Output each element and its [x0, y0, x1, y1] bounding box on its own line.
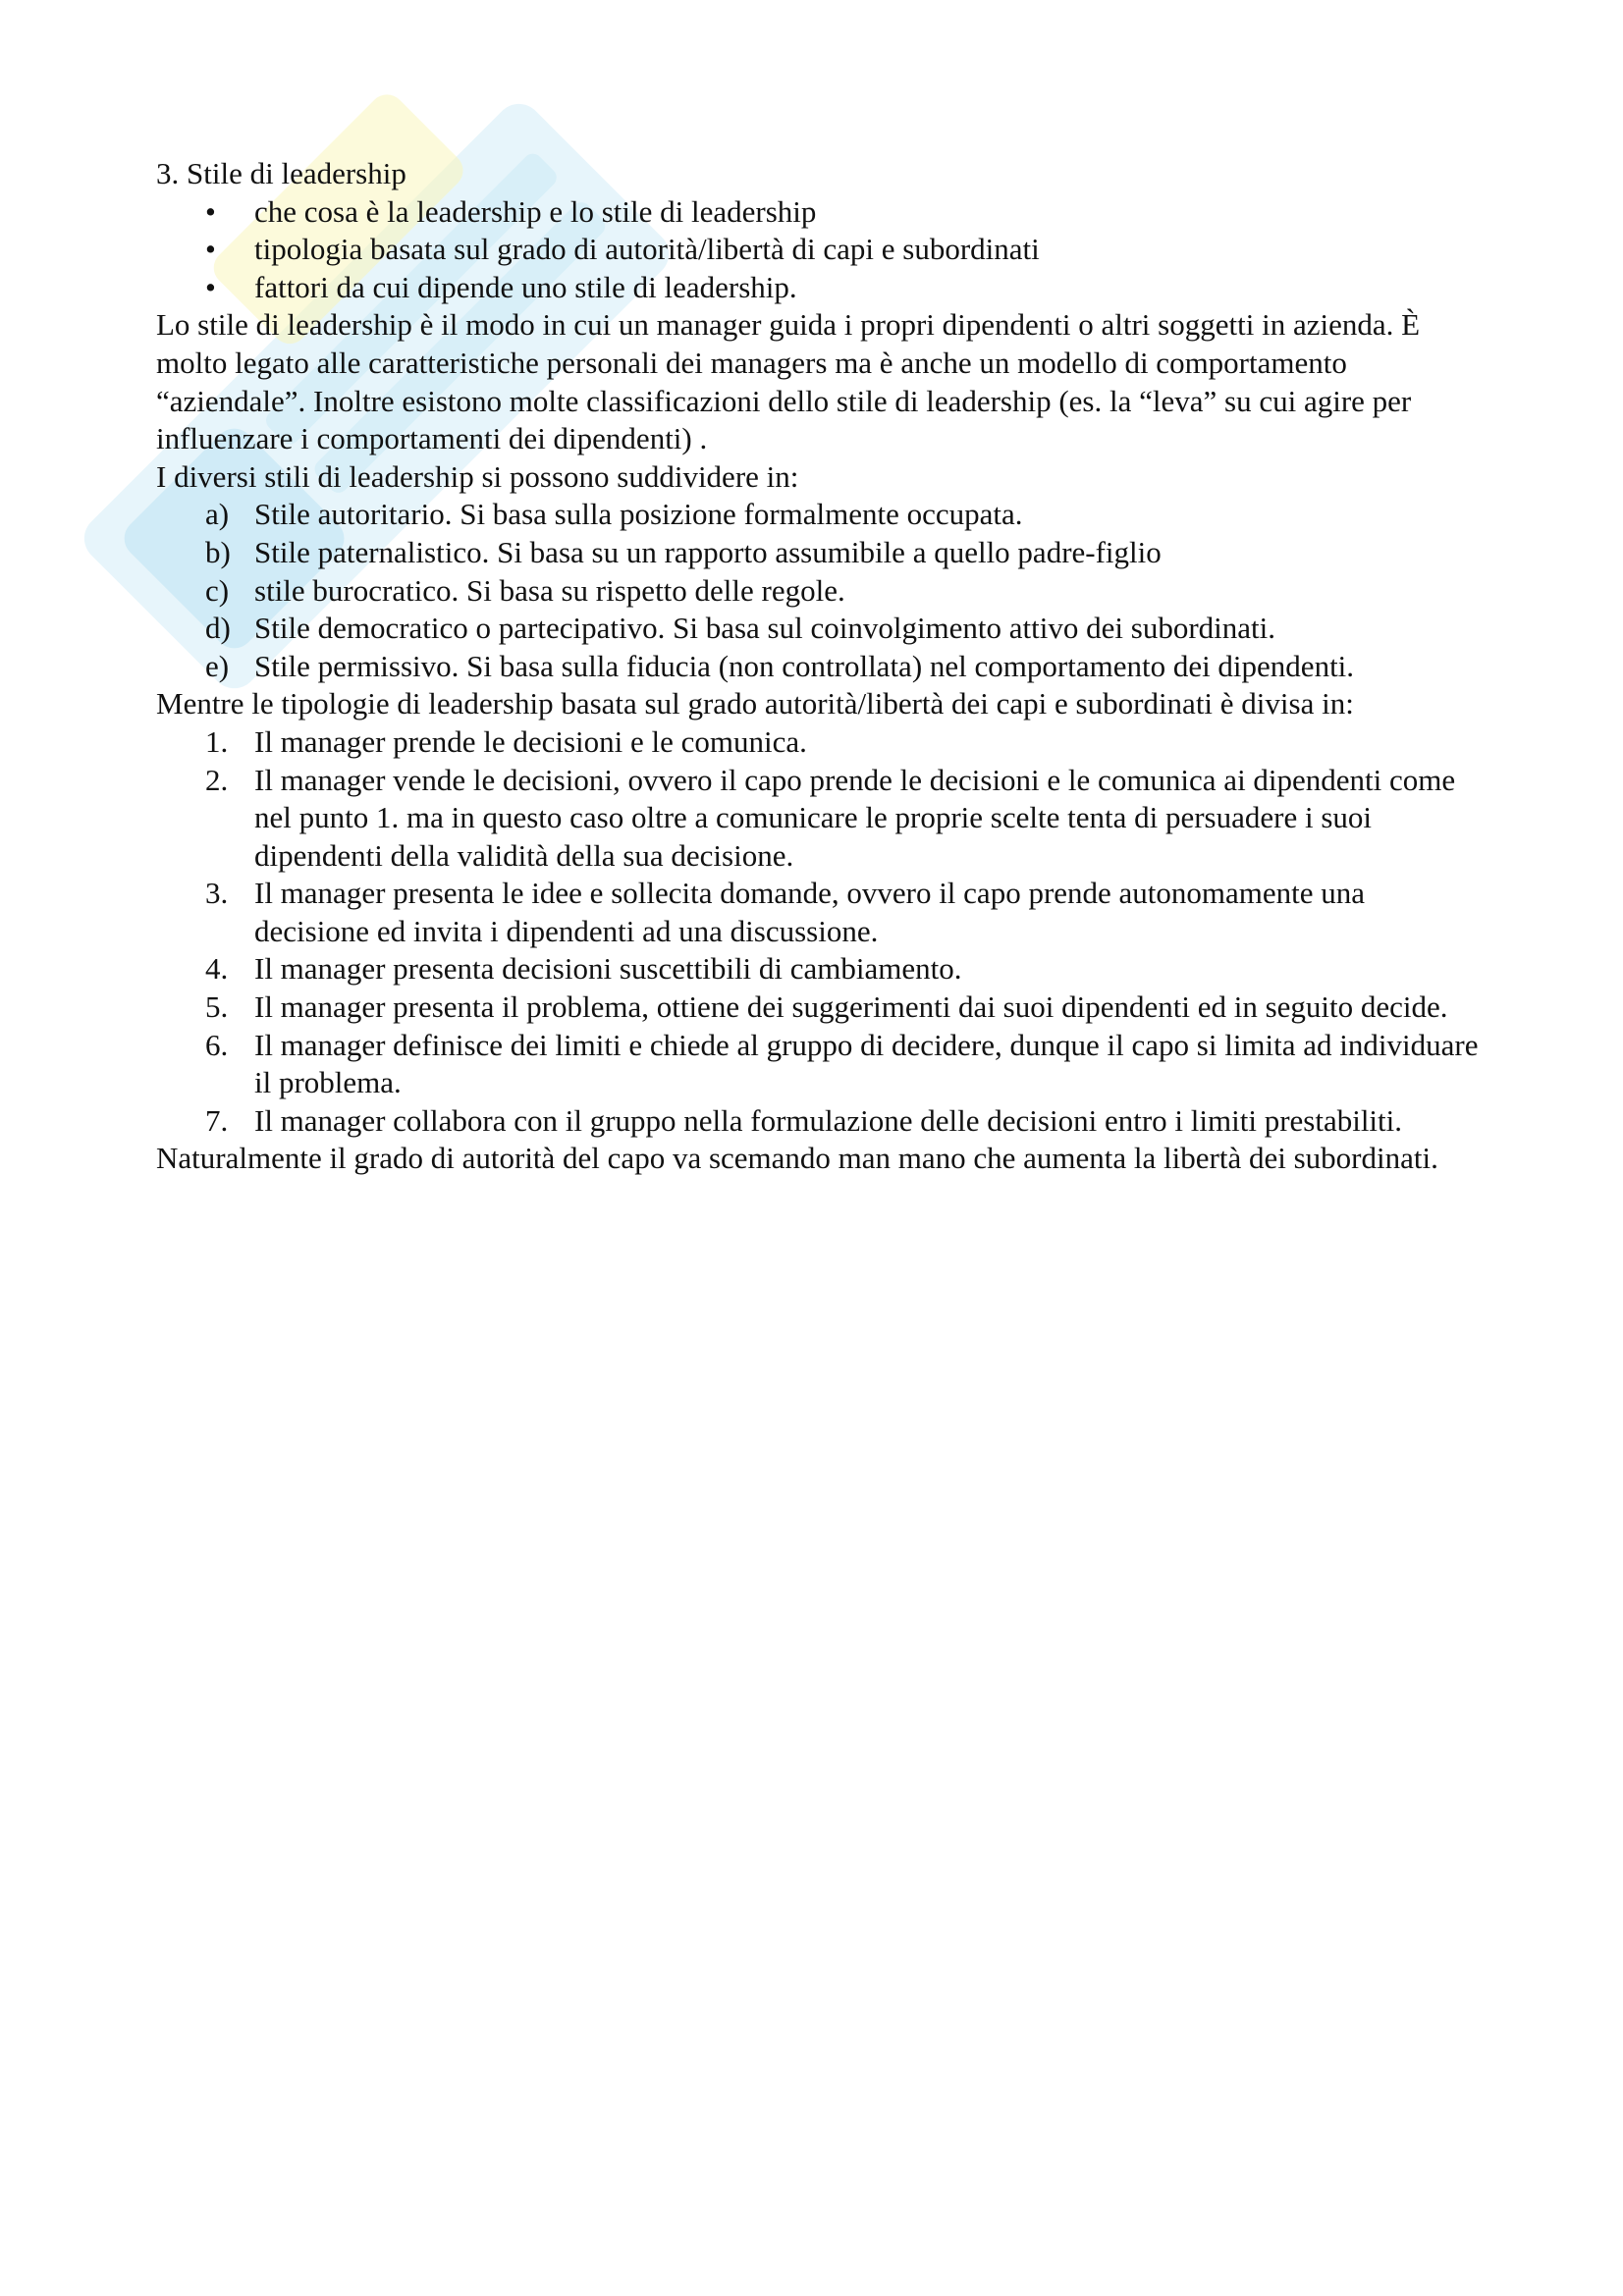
- list-item-text: Il manager definisce dei limiti e chiede al gruppo di decidere, dunque il capo si limita ad individuare il problema.: [254, 1027, 1479, 1100]
- list-marker: 4.: [205, 951, 229, 987]
- list-item-text: Il manager presenta decisioni suscettibili di cambiamento.: [254, 951, 962, 987]
- list-marker: d): [205, 611, 231, 646]
- document-body: [156, 155, 1482, 1178]
- section-heading: 3. Stile di leadership: [156, 156, 406, 190]
- list-marker: 7.: [205, 1102, 229, 1138]
- list-item-text: Stile paternalistico. Si basa su un rapporto assumibile a quello padre-figlio: [254, 534, 1162, 569]
- list-item: [156, 193, 1482, 232]
- bullet-marker: •: [205, 269, 216, 304]
- bullet-marker: •: [205, 232, 216, 267]
- list-marker: 5.: [205, 989, 229, 1025]
- list-marker: 3.: [205, 876, 229, 911]
- list-item: [156, 610, 1482, 648]
- list-item: [156, 534, 1482, 572]
- list-marker: c): [205, 572, 230, 608]
- list-item: [156, 950, 1482, 988]
- list-item-text: Stile permissivo. Si basa sulla fiducia (non controllata) nel comportamento dei dipendenti.: [254, 648, 1355, 683]
- list-item-text: Il manager presenta il problema, ottiene dei suggerimenti dai suoi dipendenti ed in seguito decide.: [254, 989, 1448, 1025]
- list-item: [156, 988, 1482, 1027]
- intro-paragraph: Lo stile di leadership è il modo in cui un manager guida i propri dipendenti o altri soggetti in azienda. È molto legato alle caratteristiche personali dei managers ma è anche un modello di comportamento “aziendale”. Inoltre esistono molte classificazioni dello stile di leadership (es. la “leva” su cui agire per influenzare i comportamenti dei dipendenti) .: [156, 307, 1421, 456]
- topic-bullet-list: [156, 193, 1482, 307]
- list-item-text: tipologia basata sul grado di autorità/libertà di capi e subordinati: [254, 232, 1040, 267]
- list-item: [156, 231, 1482, 269]
- list-item: [156, 762, 1482, 876]
- list-marker: 2.: [205, 762, 229, 797]
- list-item-text: Il manager presenta le idee e sollecita domande, ovvero il capo prende autonomamente una decisione ed invita i dipendenti ad una discussione.: [254, 876, 1366, 948]
- list-item: [156, 496, 1482, 534]
- list-marker: 6.: [205, 1027, 229, 1062]
- bullet-marker: •: [205, 193, 216, 229]
- list-marker: 1.: [205, 723, 229, 759]
- list-item-text: Il manager prende le decisioni e le comunica.: [254, 723, 807, 759]
- types-intro: Mentre le tipologie di leadership basata sul grado autorità/libertà dei capi e subordinati è divisa in:: [156, 686, 1354, 721]
- closing-paragraph: Naturalmente il grado di autorità del capo va scemando man mano che aumenta la libertà dei subordinati.: [156, 1141, 1438, 1176]
- list-item: [156, 875, 1482, 950]
- leadership-styles-list: [156, 496, 1482, 685]
- list-marker: e): [205, 648, 230, 683]
- list-item-text: Stile autoritario. Si basa sulla posizione formalmente occupata.: [254, 497, 1023, 532]
- list-item-text: fattori da cui dipende uno stile di leadership.: [254, 269, 797, 304]
- list-marker: a): [205, 497, 230, 532]
- list-item: [156, 1027, 1482, 1102]
- list-item: [156, 269, 1482, 307]
- list-item-text: stile burocratico. Si basa su rispetto delle regole.: [254, 572, 845, 608]
- styles-intro: I diversi stili di leadership si possono suddividere in:: [156, 458, 799, 494]
- list-item: [156, 723, 1482, 762]
- list-marker: b): [205, 534, 231, 569]
- leadership-types-list: [156, 723, 1482, 1141]
- list-item-text: Stile democratico o partecipativo. Si basa sul coinvolgimento attivo dei subordinati.: [254, 611, 1275, 646]
- list-item-text: Il manager vende le decisioni, ovvero il capo prende le decisioni e le comunica ai dipendenti come nel punto 1. ma in questo caso oltre a comunicare le proprie scelte tenta di persuadere i suoi dipendenti della validità della sua decisione.: [254, 762, 1456, 873]
- list-item: [156, 1102, 1482, 1141]
- list-item: [156, 648, 1482, 686]
- list-item: [156, 572, 1482, 611]
- list-item-text: che cosa è la leadership e lo stile di leadership: [254, 193, 817, 229]
- list-item-text: Il manager collabora con il gruppo nella formulazione delle decisioni entro i limiti prestabiliti.: [254, 1102, 1403, 1138]
